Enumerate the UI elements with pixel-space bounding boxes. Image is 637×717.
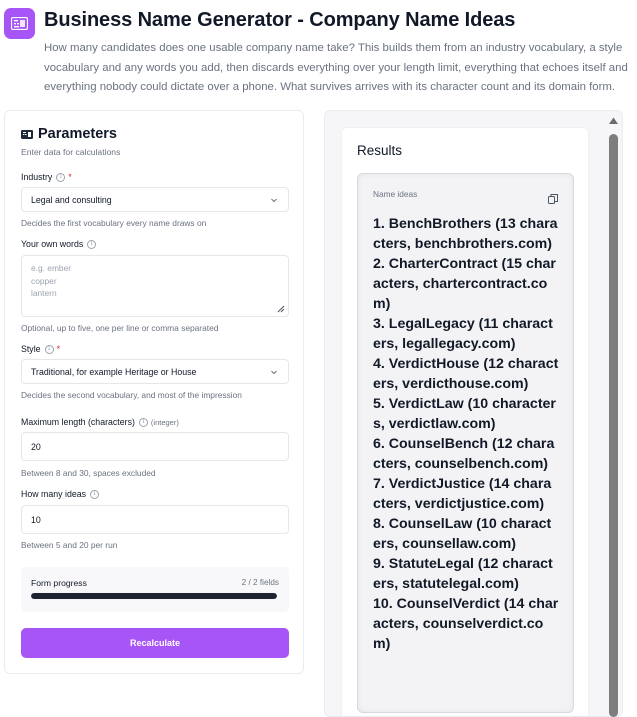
own-words-placeholder (31, 262, 279, 300)
required-mark: * (68, 172, 72, 182)
name-idea-item: 3. LegalLegacy (11 characters, legallegacy.com) (373, 316, 553, 352)
results-card (341, 127, 589, 717)
name-idea-item: 5. VerdictLaw (10 characters, verdictlaw.com) (373, 396, 556, 432)
max-length-hint: Between 8 and 30, spaces excluded (21, 468, 156, 478)
style-select-value: Traditional, for example Heritage or House (31, 366, 197, 377)
name-idea-item: 1. BenchBrothers (13 characters, benchbrothers.com) (373, 216, 558, 252)
scrollbar-thumb[interactable] (609, 134, 618, 717)
industry-select-value: Legal and consulting (31, 194, 112, 205)
style-select[interactable] (21, 359, 289, 384)
industry-label-text: Industry (21, 172, 53, 182)
copy-icon[interactable] (547, 193, 559, 205)
calculator-small-icon (21, 130, 33, 139)
name-idea-item: 2. CharterContract (15 characters, chartercontract.com) (373, 256, 556, 312)
resize-handle-icon[interactable] (276, 304, 285, 313)
how-many-label-text: How many ideas (21, 489, 87, 499)
max-length-value: 20 (31, 441, 41, 452)
name-idea-item: 8. CounselLaw (10 characters, counsellaw.com) (373, 516, 552, 552)
progress-label: Form progress (31, 578, 87, 588)
integer-tag: (integer) (150, 417, 179, 427)
industry-hint: Decides the first vocabulary every name draws on (21, 218, 207, 228)
industry-label (21, 172, 72, 182)
chevron-down-icon (270, 368, 278, 376)
style-label-text: Style (21, 344, 41, 354)
name-idea-item: 6. CounselBench (12 characters, counselbench.com) (373, 436, 555, 472)
progress-count: 2 / 2 fields (241, 578, 279, 587)
how-many-hint: Between 5 and 20 per run (21, 540, 118, 550)
page-title: Business Name Generator - Company Name Ideas (44, 9, 516, 31)
parameters-subtitle: Enter data for calculations (21, 147, 121, 157)
placeholder-line: lantern (31, 288, 57, 298)
info-icon[interactable]: i (90, 490, 99, 499)
results-title: Results (357, 143, 403, 158)
progress-bar-fill (31, 593, 277, 599)
info-icon[interactable]: i (56, 173, 65, 182)
industry-select[interactable] (21, 187, 289, 212)
scroll-up-arrow-icon[interactable] (608, 116, 619, 125)
page-description: How many candidates does one usable company name take? This builds them from an industry vocabulary, a style vocabulary and any words you add, then discards everything over your length limit, everything that echoes itself and everything nobody could dictate over a phone. What survives arrives with its character count and its domain form. (44, 42, 628, 93)
info-icon[interactable]: i (87, 240, 96, 249)
own-words-textarea[interactable] (21, 255, 289, 317)
name-ideas-label: Name ideas (373, 189, 418, 199)
scrollbar[interactable] (607, 114, 620, 717)
max-length-label (21, 417, 179, 427)
recalculate-button[interactable]: Recalculate (21, 628, 289, 658)
form-progress (21, 567, 289, 612)
info-icon[interactable]: i (45, 345, 54, 354)
info-icon[interactable]: i (139, 418, 148, 427)
required-mark: * (56, 344, 60, 354)
calculator-icon (4, 8, 35, 39)
name-idea-item: 10. CounselVerdict (14 characters, counselverdict.com) (373, 596, 559, 652)
style-label (21, 344, 60, 354)
name-idea-item: 4. VerdictHouse (12 characters, verdicthouse.com) (373, 356, 559, 392)
own-words-label-text: Your own words (21, 239, 84, 249)
results-panel (324, 110, 623, 717)
name-idea-item: 9. StatuteLegal (12 characters, statutelegal.com) (373, 556, 553, 592)
parameters-panel (4, 110, 304, 674)
progress-bar (31, 593, 277, 599)
chevron-down-icon (270, 196, 278, 204)
own-words-label (21, 239, 96, 249)
parameters-title: Parameters (38, 126, 117, 142)
style-hint: Decides the second vocabulary, and most of the impression (21, 390, 242, 400)
how-many-value: 10 (31, 514, 41, 525)
name-ideas-list (373, 214, 559, 654)
placeholder-line: e.g. ember (31, 263, 72, 273)
name-idea-item: 7. VerdictJustice (14 characters, verdictjustice.com) (373, 476, 552, 512)
max-length-input[interactable] (21, 432, 289, 461)
max-length-label-text: Maximum length (characters) (21, 417, 135, 427)
placeholder-line: copper (31, 275, 57, 286)
parameters-header (21, 126, 117, 142)
own-words-hint: Optional, up to five, one per line or comma separated (21, 323, 219, 333)
name-ideas-box (357, 173, 574, 713)
how-many-label (21, 489, 99, 499)
how-many-input[interactable] (21, 505, 289, 534)
